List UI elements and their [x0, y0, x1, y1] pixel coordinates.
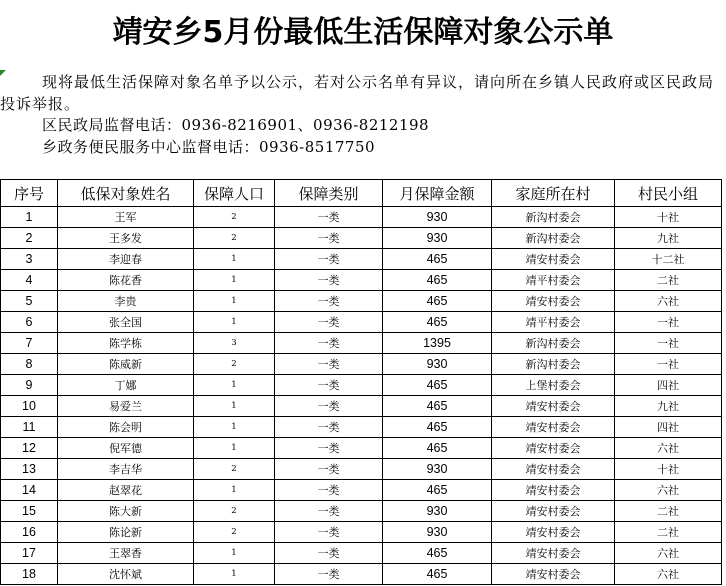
category: 一类 — [275, 354, 383, 375]
category: 一类 — [275, 249, 383, 270]
table-row — [1, 543, 722, 564]
recipient-name: 易爱兰 — [58, 396, 194, 417]
population-count: 1 — [194, 249, 275, 270]
category: 一类 — [275, 312, 383, 333]
village: 靖安村委会 — [492, 543, 615, 564]
row-index: 13 — [1, 459, 58, 480]
category: 一类 — [275, 501, 383, 522]
category: 一类 — [275, 396, 383, 417]
village: 靖平村委会 — [492, 270, 615, 291]
table-row — [1, 480, 722, 501]
village: 新沟村委会 — [492, 333, 615, 354]
row-index: 6 — [1, 312, 58, 333]
village: 新沟村委会 — [492, 207, 615, 228]
monthly-amount: 465 — [383, 270, 492, 291]
category: 一类 — [275, 375, 383, 396]
village-group: 十二社 — [615, 249, 722, 270]
monthly-amount: 930 — [383, 228, 492, 249]
recipient-name: 陈会明 — [58, 417, 194, 438]
population-count: 2 — [194, 501, 275, 522]
table-header-row — [1, 180, 722, 207]
monthly-amount: 930 — [383, 354, 492, 375]
recipient-name: 陈花香 — [58, 270, 194, 291]
table-row — [1, 522, 722, 543]
recipient-name: 王多发 — [58, 228, 194, 249]
population-count: 2 — [194, 354, 275, 375]
population-count: 2 — [194, 207, 275, 228]
category: 一类 — [275, 228, 383, 249]
village: 靖安村委会 — [492, 291, 615, 312]
village-group: 一社 — [615, 333, 722, 354]
village-group: 一社 — [615, 354, 722, 375]
village-group: 二社 — [615, 501, 722, 522]
recipient-table — [0, 179, 722, 585]
table-row — [1, 564, 722, 585]
row-index: 7 — [1, 333, 58, 354]
village-group: 二社 — [615, 270, 722, 291]
table-row — [1, 291, 722, 312]
category: 一类 — [275, 207, 383, 228]
population-count: 1 — [194, 417, 275, 438]
population-count: 1 — [194, 291, 275, 312]
category: 一类 — [275, 417, 383, 438]
row-index: 1 — [1, 207, 58, 228]
table-row — [1, 354, 722, 375]
village: 新沟村委会 — [492, 354, 615, 375]
header-name: 低保对象姓名 — [58, 180, 194, 207]
header-group: 村民小组 — [615, 180, 722, 207]
village-group: 十社 — [615, 459, 722, 480]
monthly-amount: 930 — [383, 459, 492, 480]
monthly-amount: 465 — [383, 543, 492, 564]
row-index: 5 — [1, 291, 58, 312]
village-group: 六社 — [615, 480, 722, 501]
recipient-name: 李吉华 — [58, 459, 194, 480]
population-count: 1 — [194, 396, 275, 417]
row-index: 10 — [1, 396, 58, 417]
village-group: 九社 — [615, 228, 722, 249]
monthly-amount: 465 — [383, 417, 492, 438]
table-row — [1, 501, 722, 522]
recipient-name: 沈怀斌 — [58, 564, 194, 585]
table-row — [1, 459, 722, 480]
population-count: 1 — [194, 312, 275, 333]
village: 上堡村委会 — [492, 375, 615, 396]
population-count: 3 — [194, 333, 275, 354]
village-group: 六社 — [615, 291, 722, 312]
recipient-name: 张全国 — [58, 312, 194, 333]
table-row — [1, 396, 722, 417]
monthly-amount: 930 — [383, 207, 492, 228]
village: 靖安村委会 — [492, 417, 615, 438]
row-index: 9 — [1, 375, 58, 396]
monthly-amount: 465 — [383, 249, 492, 270]
row-index: 15 — [1, 501, 58, 522]
row-index: 18 — [1, 564, 58, 585]
village: 靖安村委会 — [492, 480, 615, 501]
village-group: 六社 — [615, 438, 722, 459]
monthly-amount: 465 — [383, 375, 492, 396]
header-category: 保障类别 — [275, 180, 383, 207]
population-count: 1 — [194, 564, 275, 585]
category: 一类 — [275, 333, 383, 354]
monthly-amount: 465 — [383, 438, 492, 459]
table-row — [1, 417, 722, 438]
village-group: 二社 — [615, 522, 722, 543]
notice-paragraph: 现将最低生活保障对象名单予以公示，若对公示名单有异议，请向所在乡镇人民政府或区民政局投诉举报。 — [0, 73, 715, 113]
recipient-name: 王军 — [58, 207, 194, 228]
row-index: 2 — [1, 228, 58, 249]
monthly-amount: 465 — [383, 396, 492, 417]
village: 靖安村委会 — [492, 459, 615, 480]
recipient-name: 陈论新 — [58, 522, 194, 543]
population-count: 2 — [194, 522, 275, 543]
table-row — [1, 333, 722, 354]
village: 靖平村委会 — [492, 312, 615, 333]
row-index: 12 — [1, 438, 58, 459]
header-population: 保障人口 — [194, 180, 275, 207]
village-group: 四社 — [615, 417, 722, 438]
service-center-phone-line: 乡政务便民服务中心监督电话：0936-8517750 — [42, 137, 376, 156]
village-group: 六社 — [615, 564, 722, 585]
table-row — [1, 228, 722, 249]
monthly-amount: 465 — [383, 564, 492, 585]
village: 靖安村委会 — [492, 438, 615, 459]
recipient-name: 陈学栋 — [58, 333, 194, 354]
recipient-name: 陈威新 — [58, 354, 194, 375]
table-row — [1, 249, 722, 270]
recipient-name: 赵翠花 — [58, 480, 194, 501]
document-title: 靖安乡5月份最低生活保障对象公示单 — [112, 15, 614, 50]
row-index: 8 — [1, 354, 58, 375]
table-row — [1, 438, 722, 459]
village-group: 十社 — [615, 207, 722, 228]
row-index: 3 — [1, 249, 58, 270]
village-group: 四社 — [615, 375, 722, 396]
village-group: 一社 — [615, 312, 722, 333]
row-index: 17 — [1, 543, 58, 564]
category: 一类 — [275, 291, 383, 312]
category: 一类 — [275, 270, 383, 291]
row-index: 14 — [1, 480, 58, 501]
table-row — [1, 270, 722, 291]
category: 一类 — [275, 564, 383, 585]
village: 靖安村委会 — [492, 501, 615, 522]
monthly-amount: 465 — [383, 312, 492, 333]
population-count: 1 — [194, 438, 275, 459]
village-group: 九社 — [615, 396, 722, 417]
population-count: 1 — [194, 375, 275, 396]
notice-block — [0, 72, 726, 158]
category: 一类 — [275, 459, 383, 480]
monthly-amount: 930 — [383, 522, 492, 543]
village-group: 六社 — [615, 543, 722, 564]
row-index: 16 — [1, 522, 58, 543]
recipient-name: 丁娜 — [58, 375, 194, 396]
village: 靖安村委会 — [492, 564, 615, 585]
population-count: 1 — [194, 480, 275, 501]
monthly-amount: 1395 — [383, 333, 492, 354]
village: 靖安村委会 — [492, 249, 615, 270]
village: 新沟村委会 — [492, 228, 615, 249]
category: 一类 — [275, 480, 383, 501]
village: 靖安村委会 — [492, 522, 615, 543]
monthly-amount: 930 — [383, 501, 492, 522]
row-index: 11 — [1, 417, 58, 438]
population-count: 1 — [194, 543, 275, 564]
table-row — [1, 207, 722, 228]
recipient-name: 李迎春 — [58, 249, 194, 270]
recipient-name: 李贵 — [58, 291, 194, 312]
recipient-name: 倪军德 — [58, 438, 194, 459]
category: 一类 — [275, 438, 383, 459]
header-village: 家庭所在村 — [492, 180, 615, 207]
table-row — [1, 312, 722, 333]
recipient-name: 陈大新 — [58, 501, 194, 522]
district-phone-line: 区民政局监督电话：0936-8216901、0936-8212198 — [42, 116, 430, 134]
recipient-name: 王翠香 — [58, 543, 194, 564]
category: 一类 — [275, 543, 383, 564]
population-count: 1 — [194, 270, 275, 291]
row-index: 4 — [1, 270, 58, 291]
monthly-amount: 465 — [383, 480, 492, 501]
population-count: 2 — [194, 228, 275, 249]
village: 靖安村委会 — [492, 396, 615, 417]
monthly-amount: 465 — [383, 291, 492, 312]
category: 一类 — [275, 522, 383, 543]
population-count: 2 — [194, 459, 275, 480]
header-index: 序号 — [1, 180, 58, 207]
table-row — [1, 375, 722, 396]
header-amount: 月保障金额 — [383, 180, 492, 207]
